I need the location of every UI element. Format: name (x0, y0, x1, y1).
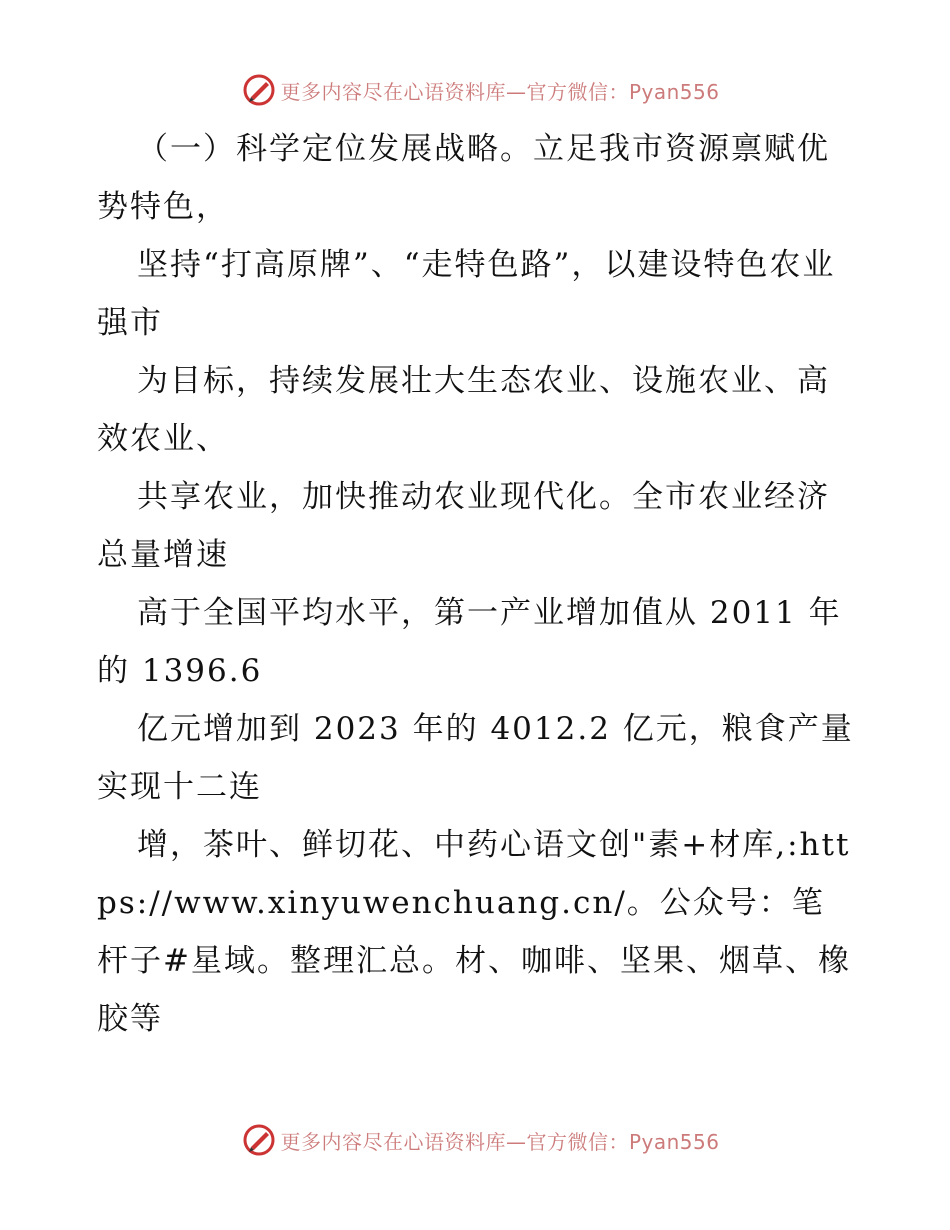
document-body (97, 120, 857, 1048)
pen-logo-icon (242, 73, 276, 107)
watermark-text: 更多内容尽在心语资料库—官方微信：Pyan556 (280, 1129, 720, 1154)
paragraph-1: （一）科学定位发展战略。立足我市资源禀赋优势特色， (97, 131, 830, 225)
paragraph-4: 共享农业，加快推动农业现代化。全市农业经济总量增速 (97, 479, 830, 573)
paragraph-2: 坚持“打高原牌”、“走特色路”，以建设特色农业强市 (97, 247, 836, 341)
watermark-text: 更多内容尽在心语资料库—官方微信：Pyan556 (280, 79, 720, 104)
pen-logo-icon (242, 1123, 276, 1157)
header-watermark (0, 70, 950, 110)
paragraph-7: 增，茶叶、鲜切花、中药心语文创"素+材库,:https://www.xinyuwenchuang.cn/。公众号：笔杆子#星域。整理汇总。材、咖啡、坚果、烟草、橡胶等 (97, 827, 851, 1037)
watermark-group (242, 1123, 719, 1157)
paragraph-6: 亿元增加到 2023 年的 4012.2 亿元，粮食产量实现十二连 (97, 711, 854, 805)
footer-watermark (0, 1120, 950, 1160)
watermark-group (242, 73, 719, 107)
paragraph-3: 为目标，持续发展壮大生态农业、设施农业、高效农业、 (97, 363, 830, 457)
paragraph-5: 高于全国平均水平，第一产业增加值从 2011 年的 1396.6 (97, 595, 842, 689)
